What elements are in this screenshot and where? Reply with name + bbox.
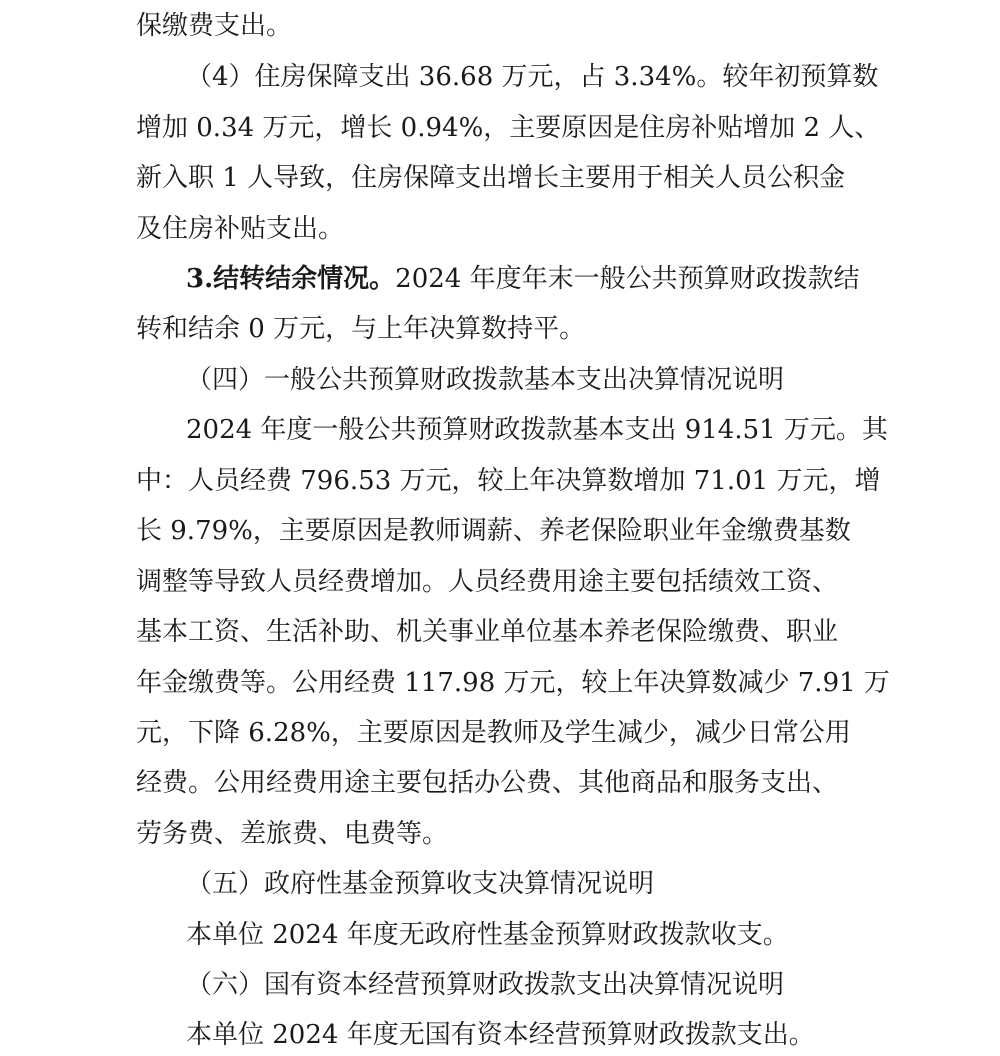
paragraph-line <box>0 562 1000 602</box>
line-text: 劳务费、差旅费、电费等。 <box>136 819 449 849</box>
section-heading <box>0 864 1000 904</box>
line-text: 本单位 2024 年度无政府性基金预算财政拨款收支。 <box>186 920 789 950</box>
line-text: 保缴费支出。 <box>136 11 293 41</box>
paragraph-line <box>0 511 1000 551</box>
line-text: 中：人员经费 796.53 万元，较上年决算数增加 71.01 万元，增 <box>136 466 881 496</box>
line-text: 新入职 1 人导致，住房保障支出增长主要用于相关人员公积金 <box>136 163 846 193</box>
heading-text: （四）一般公共预算财政拨款基本支出决算情况说明 <box>186 365 785 395</box>
paragraph-line <box>0 410 1000 450</box>
paragraph-line <box>0 763 1000 803</box>
paragraph-line <box>0 209 1000 249</box>
line-text: 本单位 2024 年度无国有资本经营预算财政拨款支出。 <box>186 1020 815 1050</box>
paragraph-line <box>0 915 1000 955</box>
line-text: 2024 年度一般公共预算财政拨款基本支出 914.51 万元。其 <box>186 415 888 445</box>
line-text: 及住房补贴支出。 <box>136 214 345 244</box>
paragraph-line <box>0 158 1000 198</box>
paragraph-line <box>0 309 1000 349</box>
heading-text: （六）国有资本经营预算财政拨款支出决算情况说明 <box>186 970 785 1000</box>
line-text: （4）住房保障支出 36.68 万元，占 3.34%。较年初预算数 <box>186 62 879 92</box>
section-heading <box>0 965 1000 1005</box>
line-text: 调整等导致人员经费增加。人员经费用途主要包括绩效工资、 <box>136 567 839 597</box>
heading-text: （五）政府性基金预算收支决算情况说明 <box>186 869 655 899</box>
paragraph-line <box>0 461 1000 501</box>
line-text-rest: 2024 年度年末一般公共预算财政拨款结 <box>395 264 860 294</box>
line-text: 长 9.79%，主要原因是教师调薪、养老保险职业年金缴费基数 <box>136 516 851 546</box>
line-text: 增加 0.34 万元，增长 0.94%，主要原因是住房补贴增加 2 人、 <box>136 113 881 143</box>
paragraph-line <box>0 259 1000 299</box>
line-text <box>186 259 860 299</box>
line-text: 元，下降 6.28%，主要原因是教师及学生减少，减少日常公用 <box>136 718 851 748</box>
section-lead-bold: 3.结转结余情况。 <box>186 264 396 294</box>
paragraph-line <box>0 57 1000 97</box>
paragraph-line <box>0 6 1000 46</box>
line-text: 经费。公用经费用途主要包括办公费、其他商品和服务支出、 <box>136 768 839 798</box>
section-heading <box>0 360 1000 400</box>
line-text: 年金缴费等。公用经费 117.98 万元，较上年决算数减少 7.91 万 <box>136 668 890 698</box>
line-text: 基本工资、生活补助、机关事业单位基本养老保险缴费、职业 <box>136 617 839 647</box>
paragraph-line <box>0 814 1000 854</box>
paragraph-line <box>0 713 1000 753</box>
line-text: 转和结余 0 万元，与上年决算数持平。 <box>136 314 586 344</box>
paragraph-line <box>0 108 1000 148</box>
paragraph-line <box>0 663 1000 703</box>
paragraph-line <box>0 1015 1000 1055</box>
paragraph-line <box>0 612 1000 652</box>
